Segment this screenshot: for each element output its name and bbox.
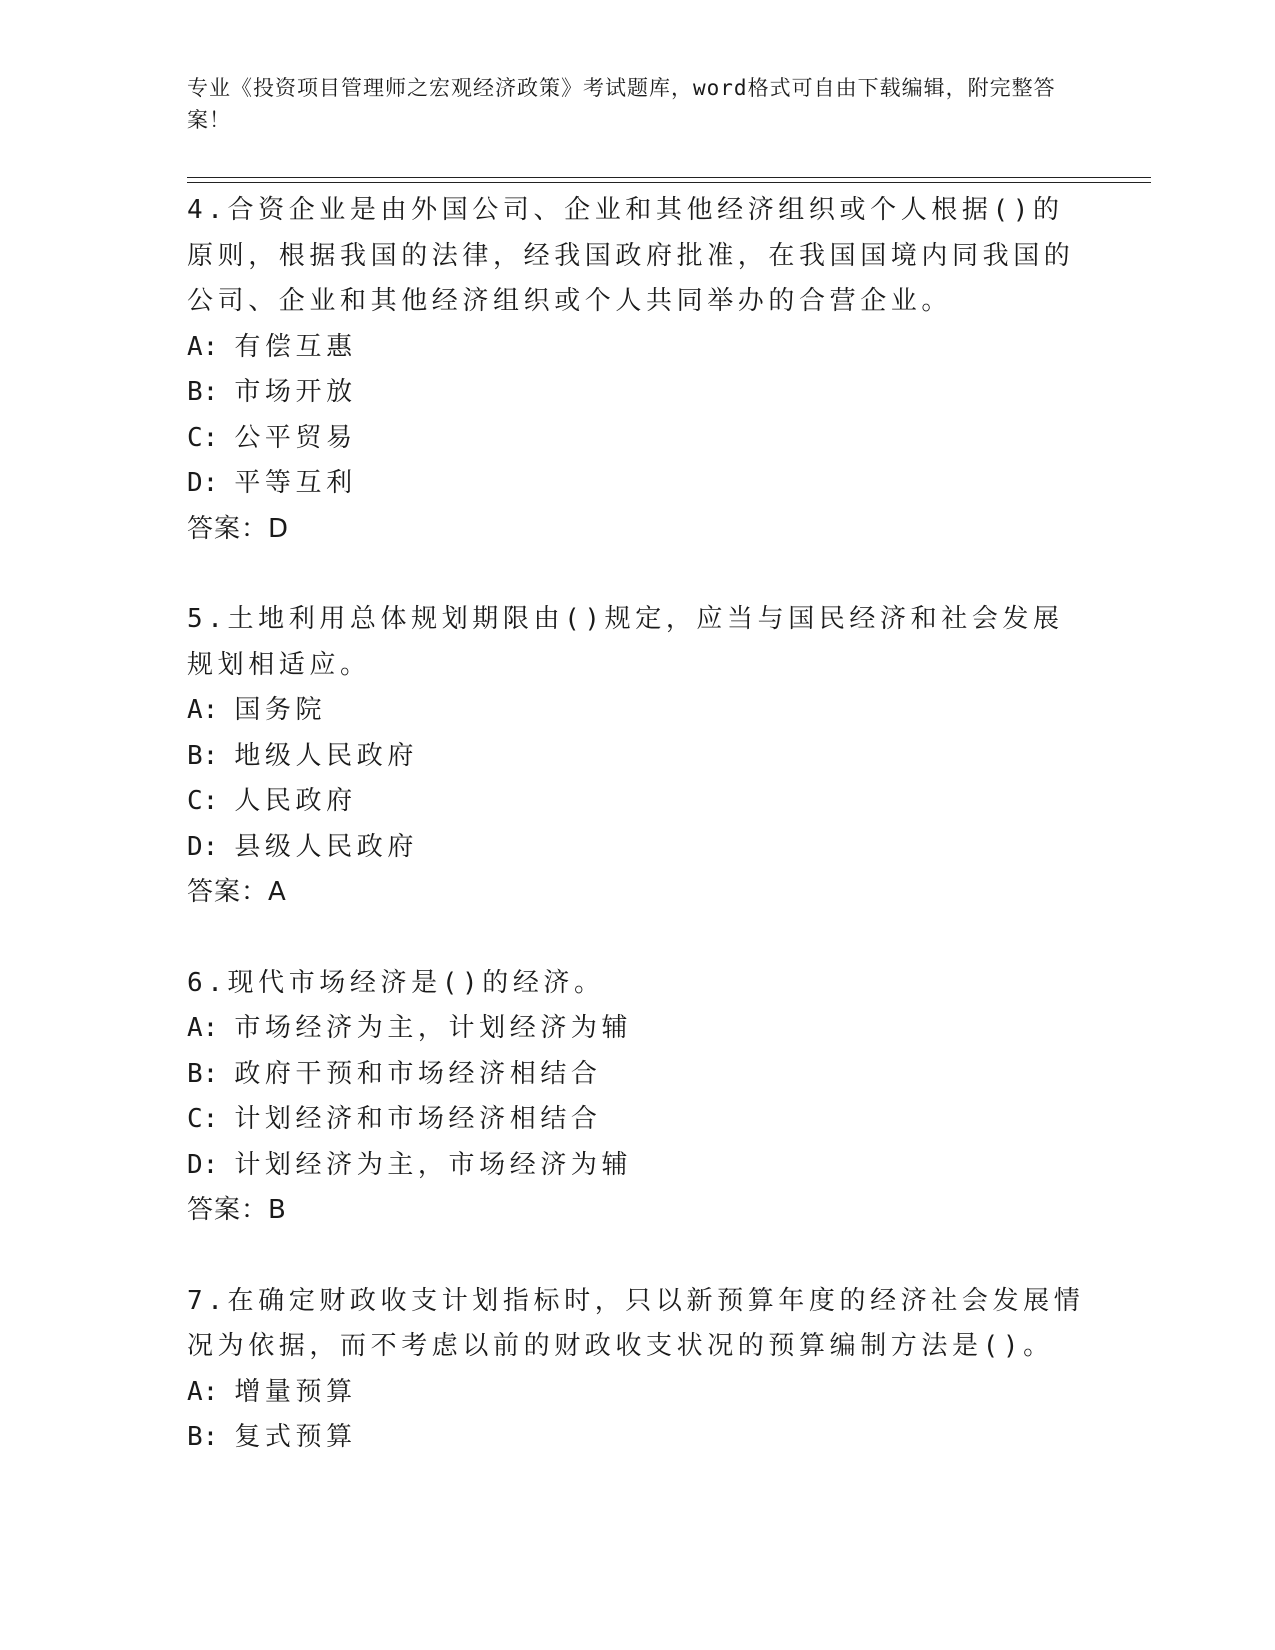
option-text: 人民政府 — [234, 786, 357, 816]
option-key: A — [187, 331, 203, 362]
option-text: 地级人民政府 — [234, 740, 418, 771]
option-text: 复式预算 — [234, 1422, 357, 1452]
question-list — [187, 188, 1087, 1506]
question-6 — [187, 961, 1087, 1234]
option-a: A: 市场经济为主，计划经济为辅 — [187, 1013, 633, 1043]
option-a: A: 国务院 — [187, 695, 327, 725]
option-text: 国务院 — [234, 695, 327, 725]
document-intro: 专业《投资项目管理师之宏观经济政策》考试题库，word格式可自由下载编辑，附完整答案！ — [187, 76, 1056, 132]
option-c: C: 计划经济和市场经济相结合 — [187, 1104, 602, 1134]
option-text: 计划经济和市场经济相结合 — [234, 1104, 602, 1134]
option-text: 县级人民政府 — [234, 831, 418, 862]
option-c: C: 人民政府 — [187, 786, 357, 816]
option-key: B — [187, 377, 203, 407]
question-7 — [187, 1279, 1087, 1461]
option-key: A — [187, 1376, 203, 1407]
option-b: B: 复式预算 — [187, 1422, 357, 1452]
option-text: 市场开放 — [234, 377, 357, 407]
header-divider-top — [187, 177, 1151, 178]
question-stem: 5.土地利用总体规划期限由()规定，应当与国民经济和社会发展规划相适应。 — [187, 604, 1064, 680]
option-text: 计划经济为主，市场经济为辅 — [234, 1149, 633, 1180]
option-key: A — [187, 695, 203, 725]
option-d: D: 平等互利 — [187, 468, 357, 498]
option-key: B — [187, 740, 203, 771]
option-text: 有偿互惠 — [234, 331, 357, 362]
question-5 — [187, 597, 1087, 916]
question-4 — [187, 188, 1087, 552]
option-key: D — [187, 1149, 203, 1180]
answer-line: 答案：A — [187, 877, 287, 907]
option-text: 增量预算 — [234, 1376, 357, 1407]
option-key: C — [187, 786, 203, 816]
option-text: 政府干预和市场经济相结合 — [234, 1058, 602, 1089]
option-key: C — [187, 1104, 203, 1134]
option-key: D — [187, 468, 203, 498]
option-a: A: 增量预算 — [187, 1376, 357, 1407]
option-text: 平等互利 — [234, 468, 357, 498]
option-text: 市场经济为主，计划经济为辅 — [234, 1013, 633, 1043]
question-stem: 7.在确定财政收支计划指标时，只以新预算年度的经济社会发展情况为依据，而不考虑以前的财政收支状况的预算编制方法是()。 — [187, 1285, 1085, 1361]
option-key: B — [187, 1058, 203, 1089]
option-key: D — [187, 831, 203, 862]
option-b: B: 政府干预和市场经济相结合 — [187, 1058, 602, 1089]
option-d: D: 计划经济为主，市场经济为辅 — [187, 1149, 633, 1180]
header-divider-bottom — [187, 182, 1151, 183]
option-b: B: 市场开放 — [187, 377, 357, 407]
answer-line: 答案：B — [187, 1195, 287, 1225]
question-stem: 6.现代市场经济是()的经济。 — [187, 967, 605, 998]
question-stem: 4.合资企业是由外国公司、企业和其他经济组织或个人根据()的原则，根据我国的法律，经我国政府批准，在我国国境内同我国的公司、企业和其他经济组织或个人共同举办的合营企业。 — [187, 195, 1075, 316]
answer-line: 答案：D — [187, 513, 290, 544]
option-c: C: 公平贸易 — [187, 422, 357, 453]
option-key: B — [187, 1422, 203, 1452]
option-a: A: 有偿互惠 — [187, 331, 357, 362]
option-text: 公平贸易 — [234, 422, 357, 453]
option-key: C — [187, 422, 203, 453]
option-d: D: 县级人民政府 — [187, 831, 418, 862]
option-b: B: 地级人民政府 — [187, 740, 418, 771]
option-key: A — [187, 1013, 203, 1043]
